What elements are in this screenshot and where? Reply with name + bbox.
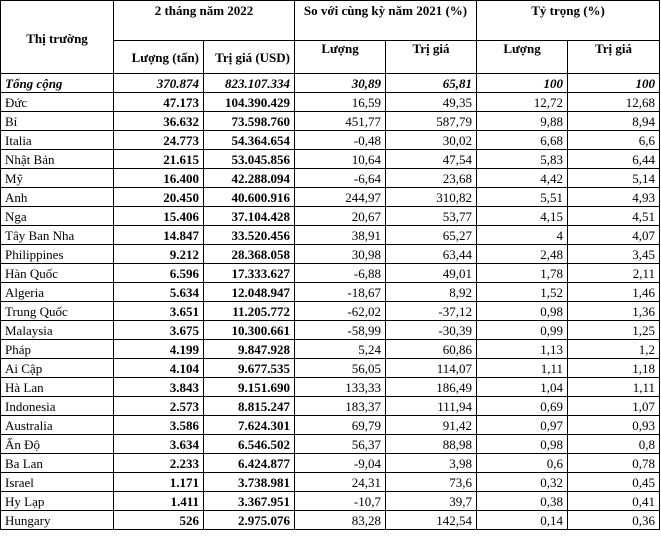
- cell-share-val: 0,45: [568, 473, 660, 492]
- cell-market: Israel: [1, 473, 114, 492]
- table-row: [1, 492, 660, 511]
- cell-cmp-val: 73,6: [386, 473, 477, 492]
- cell-cmp-val: 587,79: [386, 112, 477, 131]
- table-row: [1, 245, 660, 264]
- cell-qty: 3.675: [114, 321, 204, 340]
- cell-market: Hà Lan: [1, 378, 114, 397]
- header-row-1: [1, 1, 660, 41]
- cell-share-val: 5,14: [568, 169, 660, 188]
- cell-cmp-val: 114,07: [386, 359, 477, 378]
- cell-cmp-qty: 10,64: [295, 150, 386, 169]
- total-value: 823.107.334: [204, 74, 295, 93]
- cell-cmp-qty: 69,79: [295, 416, 386, 435]
- cell-market: Italia: [1, 131, 114, 150]
- cell-qty: 14.847: [114, 226, 204, 245]
- cell-qty: 526: [114, 511, 204, 530]
- cell-market: Philippines: [1, 245, 114, 264]
- cell-cmp-qty: -10,7: [295, 492, 386, 511]
- cell-share-qty: 4,15: [477, 207, 568, 226]
- cell-share-qty: 4,42: [477, 169, 568, 188]
- table-row: [1, 416, 660, 435]
- cell-qty: 47.173: [114, 93, 204, 112]
- cell-qty: 1.171: [114, 473, 204, 492]
- cell-value: 9.151.690: [204, 378, 295, 397]
- cell-cmp-qty: -0,48: [295, 131, 386, 150]
- cell-market: Nga: [1, 207, 114, 226]
- cell-qty: 5.634: [114, 283, 204, 302]
- cell-value: 9.847.928: [204, 340, 295, 359]
- cell-market: Mỹ: [1, 169, 114, 188]
- cell-market: Đức: [1, 93, 114, 112]
- total-cmp-qty: 30,89: [295, 74, 386, 93]
- cell-qty: 2.233: [114, 454, 204, 473]
- cell-value: 3.738.981: [204, 473, 295, 492]
- cell-cmp-qty: -9,04: [295, 454, 386, 473]
- cell-value: 10.300.661: [204, 321, 295, 340]
- table-row: [1, 340, 660, 359]
- cell-qty: 36.632: [114, 112, 204, 131]
- cell-market: Hàn Quốc: [1, 264, 114, 283]
- table-row: [1, 93, 660, 112]
- cell-cmp-val: 65,27: [386, 226, 477, 245]
- cell-value: 9.677.535: [204, 359, 295, 378]
- cell-cmp-qty: 83,28: [295, 511, 386, 530]
- cell-share-qty: 0,97: [477, 416, 568, 435]
- table-row: [1, 302, 660, 321]
- table-row: [1, 226, 660, 245]
- cell-qty: 4.104: [114, 359, 204, 378]
- cell-value: 8.815.247: [204, 397, 295, 416]
- cell-market: Tây Ban Nha: [1, 226, 114, 245]
- cell-value: 40.600.916: [204, 188, 295, 207]
- cell-cmp-val: 63,44: [386, 245, 477, 264]
- total-row: [1, 74, 660, 93]
- cell-value: 42.288.094: [204, 169, 295, 188]
- cell-cmp-val: -30,39: [386, 321, 477, 340]
- cell-cmp-val: 47,54: [386, 150, 477, 169]
- cell-market: Indonesia: [1, 397, 114, 416]
- cell-cmp-val: 30,02: [386, 131, 477, 150]
- cell-value: 6.546.502: [204, 435, 295, 454]
- cell-market: Ai Cập: [1, 359, 114, 378]
- cell-qty: 3.651: [114, 302, 204, 321]
- cell-cmp-val: 23,68: [386, 169, 477, 188]
- cell-share-val: 2,11: [568, 264, 660, 283]
- cell-market: Australia: [1, 416, 114, 435]
- total-share-qty: 100: [477, 74, 568, 93]
- cell-share-qty: 0,14: [477, 511, 568, 530]
- cell-share-val: 1,2: [568, 340, 660, 359]
- cell-market: Ấn Độ: [1, 435, 114, 454]
- cell-cmp-val: 49,35: [386, 93, 477, 112]
- cell-qty: 15.406: [114, 207, 204, 226]
- cell-share-val: 0,78: [568, 454, 660, 473]
- cell-cmp-val: 8,92: [386, 283, 477, 302]
- table-row: [1, 169, 660, 188]
- cell-qty: 3.586: [114, 416, 204, 435]
- cell-market: Hy Lạp: [1, 492, 114, 511]
- header-cmp-val: Trị giá: [386, 41, 477, 74]
- cell-share-val: 0,41: [568, 492, 660, 511]
- cell-cmp-qty: 24,31: [295, 473, 386, 492]
- cell-share-qty: 0,38: [477, 492, 568, 511]
- cell-share-qty: 0,32: [477, 473, 568, 492]
- table-row: [1, 150, 660, 169]
- cell-share-val: 0,93: [568, 416, 660, 435]
- cell-cmp-qty: -6,88: [295, 264, 386, 283]
- cell-share-val: 4,51: [568, 207, 660, 226]
- cell-cmp-val: 111,94: [386, 397, 477, 416]
- cell-value: 37.104.428: [204, 207, 295, 226]
- cell-cmp-val: 49,01: [386, 264, 477, 283]
- total-share-val: 100: [568, 74, 660, 93]
- table-row: [1, 112, 660, 131]
- cell-value: 7.624.301: [204, 416, 295, 435]
- cell-share-val: 12,68: [568, 93, 660, 112]
- cell-cmp-qty: 56,05: [295, 359, 386, 378]
- cell-share-qty: 0,6: [477, 454, 568, 473]
- cell-value: 73.598.760: [204, 112, 295, 131]
- cell-cmp-qty: -62,02: [295, 302, 386, 321]
- header-cmp-qty: Lượng: [295, 41, 386, 74]
- cell-value: 33.520.456: [204, 226, 295, 245]
- header-share-val: Trị giá: [568, 41, 660, 74]
- cell-share-qty: 5,51: [477, 188, 568, 207]
- cell-share-val: 1,11: [568, 378, 660, 397]
- table-row: [1, 397, 660, 416]
- cell-qty: 6.596: [114, 264, 204, 283]
- cell-share-qty: 1,78: [477, 264, 568, 283]
- header-val-usd: Trị giá (USD): [204, 41, 295, 74]
- cell-cmp-val: 3,98: [386, 454, 477, 473]
- table-row: [1, 207, 660, 226]
- cell-cmp-qty: 451,77: [295, 112, 386, 131]
- cell-share-val: 4,93: [568, 188, 660, 207]
- header-market: Thị trường: [1, 1, 114, 74]
- cell-value: 104.390.429: [204, 93, 295, 112]
- cell-qty: 1.411: [114, 492, 204, 511]
- cell-value: 2.975.076: [204, 511, 295, 530]
- cell-value: 6.424.877: [204, 454, 295, 473]
- cell-share-val: 6,44: [568, 150, 660, 169]
- cell-value: 54.364.654: [204, 131, 295, 150]
- cell-cmp-qty: -6,64: [295, 169, 386, 188]
- cell-share-qty: 0,99: [477, 321, 568, 340]
- table-row: [1, 283, 660, 302]
- total-market: Tổng cộng: [1, 74, 114, 93]
- cell-value: 28.368.058: [204, 245, 295, 264]
- cell-cmp-qty: 38,91: [295, 226, 386, 245]
- cell-cmp-qty: 5,24: [295, 340, 386, 359]
- cell-qty: 24.773: [114, 131, 204, 150]
- cell-share-qty: 1,11: [477, 359, 568, 378]
- cell-cmp-qty: 30,98: [295, 245, 386, 264]
- table-row: [1, 473, 660, 492]
- cell-share-qty: 9,88: [477, 112, 568, 131]
- table-row: [1, 359, 660, 378]
- table-row: [1, 435, 660, 454]
- cell-qty: 16.400: [114, 169, 204, 188]
- cell-value: 53.045.856: [204, 150, 295, 169]
- cell-cmp-val: 39,7: [386, 492, 477, 511]
- cell-cmp-qty: 244,97: [295, 188, 386, 207]
- cell-cmp-qty: -18,67: [295, 283, 386, 302]
- cell-share-qty: 1,13: [477, 340, 568, 359]
- cell-market: Hungary: [1, 511, 114, 530]
- cell-qty: 2.573: [114, 397, 204, 416]
- cell-qty: 3.634: [114, 435, 204, 454]
- cell-cmp-qty: 133,33: [295, 378, 386, 397]
- header-compare: So với cùng kỳ năm 2021 (%): [295, 1, 477, 41]
- cell-share-qty: 2,48: [477, 245, 568, 264]
- cell-share-qty: 5,83: [477, 150, 568, 169]
- header-qty-tan: Lượng (tấn): [114, 41, 204, 74]
- cell-market: Ba Lan: [1, 454, 114, 473]
- cell-cmp-val: 310,82: [386, 188, 477, 207]
- cell-qty: 4.199: [114, 340, 204, 359]
- cell-share-val: 6,6: [568, 131, 660, 150]
- cell-share-qty: 0,98: [477, 435, 568, 454]
- cell-share-val: 0,36: [568, 511, 660, 530]
- cell-cmp-val: 60,86: [386, 340, 477, 359]
- table-row: [1, 321, 660, 340]
- cell-share-val: 1,18: [568, 359, 660, 378]
- cell-share-qty: 1,04: [477, 378, 568, 397]
- cell-cmp-val: 91,42: [386, 416, 477, 435]
- cell-share-val: 1,36: [568, 302, 660, 321]
- cell-value: 11.205.772: [204, 302, 295, 321]
- table-row: [1, 131, 660, 150]
- cell-market: Malaysia: [1, 321, 114, 340]
- cell-value: 3.367.951: [204, 492, 295, 511]
- cell-share-qty: 0,69: [477, 397, 568, 416]
- table-row: [1, 188, 660, 207]
- table-row: [1, 264, 660, 283]
- total-qty: 370.874: [114, 74, 204, 93]
- cell-cmp-val: 53,77: [386, 207, 477, 226]
- cell-qty: 20.450: [114, 188, 204, 207]
- cell-market: Algeria: [1, 283, 114, 302]
- header-period: 2 tháng năm 2022: [114, 1, 295, 41]
- cell-cmp-qty: 183,37: [295, 397, 386, 416]
- cell-cmp-val: -37,12: [386, 302, 477, 321]
- cell-qty: 9.212: [114, 245, 204, 264]
- cell-market: Pháp: [1, 340, 114, 359]
- cell-share-val: 1,25: [568, 321, 660, 340]
- cell-market: Bỉ: [1, 112, 114, 131]
- cell-share-val: 4,07: [568, 226, 660, 245]
- cell-value: 17.333.627: [204, 264, 295, 283]
- table-row: [1, 454, 660, 473]
- cell-cmp-qty: 56,37: [295, 435, 386, 454]
- cell-market: Nhật Bản: [1, 150, 114, 169]
- cell-cmp-qty: -58,99: [295, 321, 386, 340]
- cell-share-qty: 0,98: [477, 302, 568, 321]
- cell-cmp-qty: 20,67: [295, 207, 386, 226]
- cell-share-qty: 6,68: [477, 131, 568, 150]
- cell-qty: 21.615: [114, 150, 204, 169]
- cell-cmp-val: 186,49: [386, 378, 477, 397]
- cell-share-qty: 12,72: [477, 93, 568, 112]
- cell-share-val: 3,45: [568, 245, 660, 264]
- cell-cmp-val: 142,54: [386, 511, 477, 530]
- cell-qty: 3.843: [114, 378, 204, 397]
- cell-share-val: 8,94: [568, 112, 660, 131]
- cell-cmp-val: 88,98: [386, 435, 477, 454]
- table-row: [1, 511, 660, 530]
- total-cmp-val: 65,81: [386, 74, 477, 93]
- cell-share-qty: 1,52: [477, 283, 568, 302]
- cell-share-val: 1,07: [568, 397, 660, 416]
- cell-cmp-qty: 16,59: [295, 93, 386, 112]
- header-share: Tỷ trọng (%): [477, 1, 660, 41]
- cell-market: Anh: [1, 188, 114, 207]
- cell-share-val: 0,8: [568, 435, 660, 454]
- cell-value: 12.048.947: [204, 283, 295, 302]
- cell-share-val: 1,46: [568, 283, 660, 302]
- cell-share-qty: 4: [477, 226, 568, 245]
- cell-market: Trung Quốc: [1, 302, 114, 321]
- header-share-qty: Lượng: [477, 41, 568, 74]
- table-row: [1, 378, 660, 397]
